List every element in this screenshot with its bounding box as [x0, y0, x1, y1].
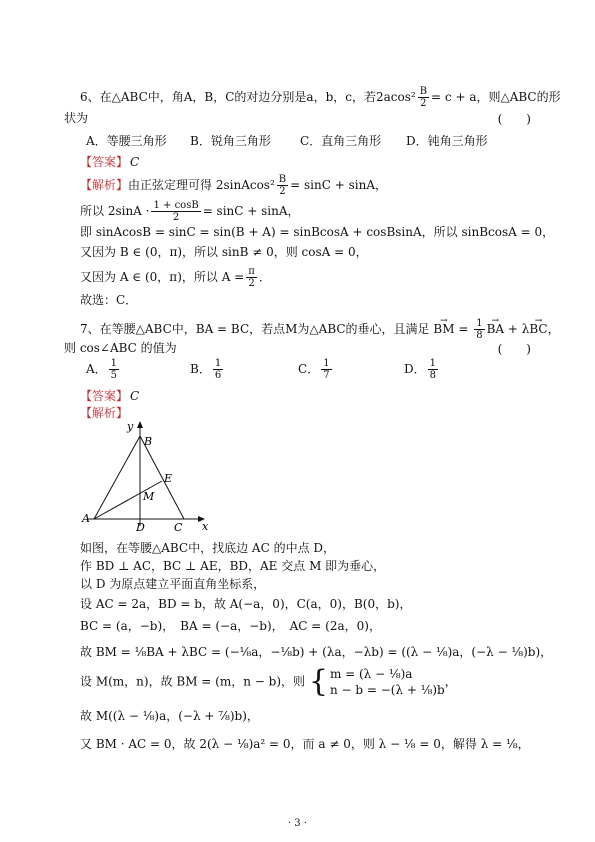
q6-choice-a: A．等腰三角形 [86, 134, 167, 148]
q7-choice-b-num: 1 [214, 358, 222, 369]
q6-s1-text: 由正弦定理可得 2sinAcos² [128, 178, 275, 192]
q7-choice-b-label: B． [190, 362, 211, 376]
q7-choice-d-num: 1 [429, 358, 436, 369]
q7-choice-a-den: 5 [110, 370, 118, 381]
q6-s2-text: 所以 2sinA · [80, 204, 150, 218]
q6-analysis-line3: 即 sinAcosB = sinC = sin(B + A) = sinBcosA + cosBsinA，所以 sinBcosA = 0， [80, 225, 555, 239]
q7-stem-eq: = [458, 322, 469, 336]
q7-analysis-label: 【解析】 [80, 406, 129, 420]
q6-stem-text: 6、在△ABC中，角A，B，C的对边分别是a，b，c，若2acos² [80, 90, 416, 104]
q7-choice-c-label: C． [298, 362, 320, 376]
q6-analysis-tag: 【解析】 [80, 178, 129, 192]
q6-s2-text-2: = sinC + sinA， [202, 204, 300, 218]
q6-s5-text: 又因为 A ∈ (0，π)，所以 A = [80, 270, 245, 284]
q6-stem-fraction [418, 86, 429, 109]
q7-text-7 [80, 666, 457, 698]
q6-choice-c: C．直角三角形 [300, 134, 382, 148]
left-brace: { [308, 664, 328, 699]
q6-choice-d: D．钝角三角形 [406, 134, 488, 148]
q7-answer [80, 388, 139, 404]
page-number: · 3 · [287, 818, 308, 829]
q6-s2-num: 1 + cosB [153, 200, 199, 211]
q7-choice-b-den: 6 [214, 370, 222, 381]
label-c: C [174, 521, 183, 533]
q7-equation-system [309, 666, 445, 698]
q6-s1-den: 2 [279, 186, 286, 197]
y-axis-arrow [137, 421, 143, 428]
q6-analysis-line6: 故选：C． [80, 293, 138, 307]
q7-answer-value: C [130, 389, 140, 403]
q7-choice-c-num: 1 [323, 358, 330, 369]
q7-choice-a-fraction [109, 358, 119, 381]
q6-s1-num: B [278, 174, 287, 185]
q7-choice-b [190, 358, 225, 381]
triangle-figure [80, 418, 220, 533]
q7-text-4: 设 AC = 2a，BD = b，故 A(−a，0)，C(a，0)，B(0，b)， [80, 597, 412, 611]
q7-stem-line1 [80, 318, 560, 341]
q7-text-6: 故 BM = ⅛BA + λBC = (−⅛a，−⅛b) + (λa，−λb) = ((λ − ⅛)a，(−λ − ⅛)b)， [80, 645, 553, 659]
q7-system-row-1: m = (λ − ⅛)a [329, 667, 413, 681]
q7-stem-text: 7、在等腰△ABC中，BA = BC，若点M为△ABC的垂心，且满足 [80, 322, 430, 336]
q6-stem-text-2: = c + a，则△ABC的形 [431, 90, 561, 104]
q7-vec-bc: → BC [529, 321, 547, 337]
q7-stem-den: 8 [476, 330, 483, 341]
label-b: B [144, 435, 153, 448]
q7-choice-a-label: A． [86, 362, 107, 376]
q7-choice-a [86, 358, 121, 381]
q7-choice-d-fraction [428, 358, 438, 381]
q6-s2-den: 2 [172, 212, 180, 223]
q7-vec-bm: → BM [433, 321, 454, 337]
label-m: M [143, 490, 155, 503]
q7-stem-end: ， [547, 322, 560, 336]
label-e: E [164, 472, 173, 485]
q6-s1-fraction [277, 174, 288, 197]
q6-answer-value: C [130, 155, 140, 169]
q7-stem-num: 1 [476, 318, 483, 329]
q6-choice-b: B．锐角三角形 [190, 134, 271, 148]
q6-analysis-line1 [80, 174, 387, 197]
label-a: A [82, 512, 90, 525]
q6-s5-text-2: ． [258, 270, 271, 284]
q7-choice-c [298, 358, 334, 381]
side-bc [140, 436, 184, 519]
q7-vec-ba: → BA [487, 321, 504, 337]
q7-text-2: 作 BD ⊥ AC，BC ⊥ AE，BD，AE 交点 M 即为垂心， [80, 559, 386, 573]
q6-stem-line1 [80, 86, 561, 109]
q6-s5-num: π [248, 266, 255, 277]
q6-analysis-line4: 又因为 B ∈ (0，π)，所以 sinB ≠ 0，则 cosA = 0， [80, 245, 368, 259]
q7-answer-tag: 【答案】 [80, 389, 129, 403]
q7-choice-d-label: D． [404, 362, 426, 376]
q7-answer-paren: ( ) [497, 342, 531, 356]
q7-stem-line2: 则 cos∠ABC 的值为 [64, 341, 177, 355]
label-d: D [136, 521, 145, 533]
q7-text-9: 又 BM · AC = 0，故 2(λ − ⅛)a² = 0，而 a ≠ 0，则 λ − ⅛ = 0，解得 λ = ⅛， [80, 737, 530, 751]
q7-text-3: 以 D 为原点建立平面直角坐标系， [80, 577, 266, 591]
q7-choice-c-den: 7 [323, 370, 330, 381]
q7-choice-a-num: 1 [110, 358, 118, 369]
q6-analysis-line2 [80, 200, 300, 223]
q6-stem-frac-den: 2 [420, 98, 427, 109]
q7-text-5: BC = (a，−b)， BA = (−a，−b)， AC = (2a，0)， [80, 619, 381, 633]
q7-choice-d [404, 358, 440, 381]
q6-analysis-line5 [80, 266, 271, 289]
q6-answer-paren: ( ) [497, 112, 531, 126]
q6-s2-fraction [151, 200, 200, 223]
q7-text-7-lead: 设 M(m，n)，故 BM = (m，n − b)，则 [80, 674, 306, 689]
q6-answer [80, 154, 139, 170]
q7-text-8: 故 M((λ − ⅛)a，(−λ + ⅞)b)， [80, 709, 259, 723]
q6-s5-den: 2 [248, 278, 255, 289]
q6-s1-text-2: = sinC + sinA， [290, 178, 387, 192]
q7-stem-plus: + λ [507, 322, 530, 336]
q6-stem-line2: 状为 [64, 111, 89, 125]
label-x: x [202, 520, 209, 533]
q7-text-1: 如图，在等腰△ABC中，找底边 AC 的中点 D， [80, 541, 336, 555]
q6-answer-tag: 【答案】 [80, 155, 129, 169]
q6-s5-fraction [246, 266, 257, 289]
q6-stem-frac-num: B [419, 86, 428, 97]
q7-choice-b-fraction [213, 358, 223, 381]
q7-text-7-end: ， [444, 674, 457, 689]
q7-system-row-2: n − b = −(λ + ⅛)b [329, 683, 445, 697]
q7-choice-d-den: 8 [429, 370, 436, 381]
q7-choice-c-fraction [321, 358, 331, 381]
label-y: y [127, 420, 134, 433]
q7-stem-fraction [474, 318, 484, 341]
